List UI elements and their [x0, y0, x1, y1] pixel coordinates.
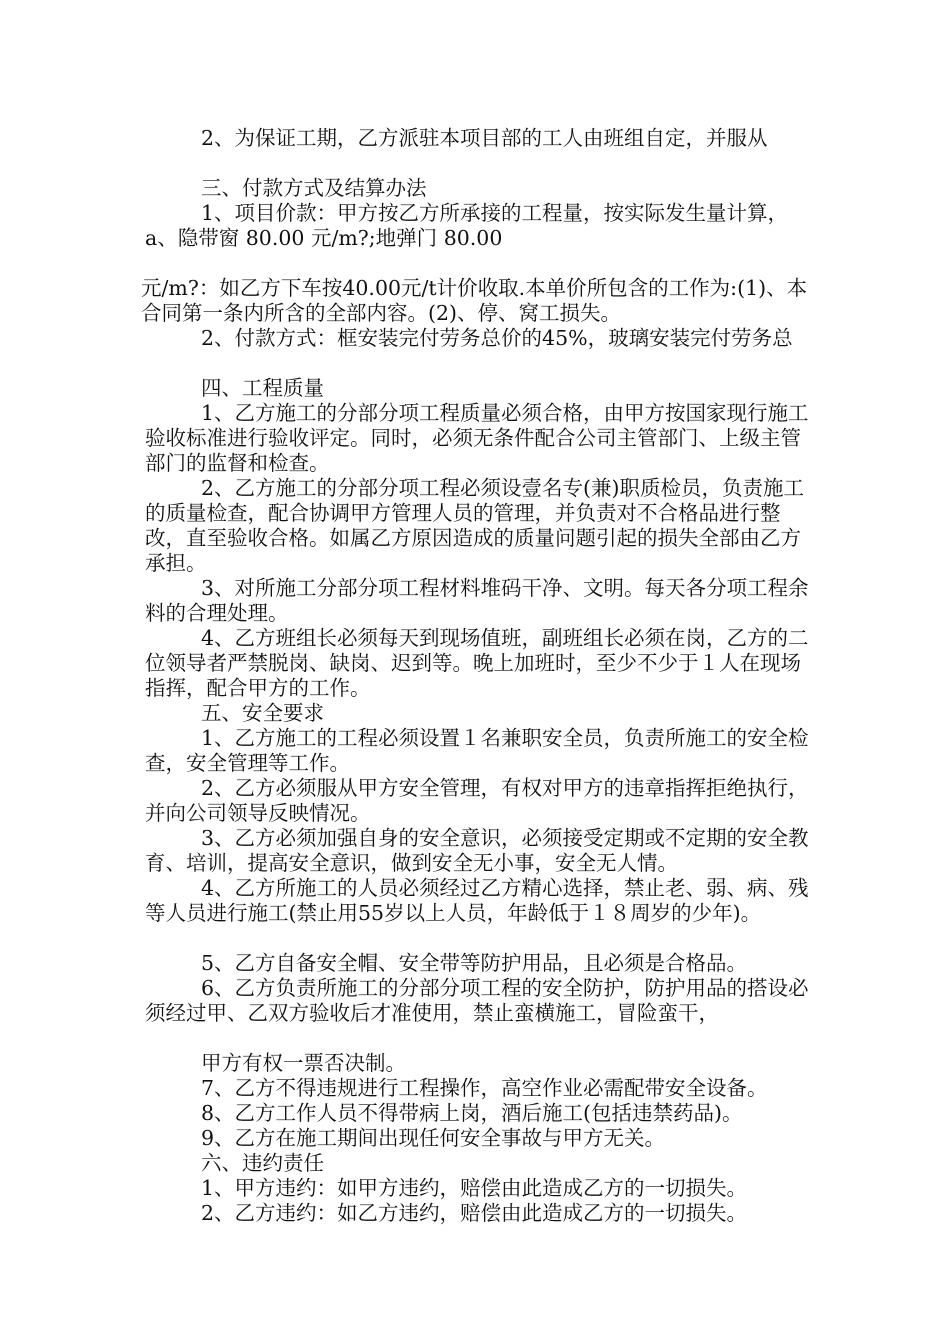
paragraph-payment-method: 2、付款方式：框安装完付劳务总价的45%，玻璃安装完付劳务总	[201, 326, 793, 350]
paragraph-breach-party-b: 2、乙方违约：如乙方违约，赔偿由此造成乙方的一切损失。	[201, 1201, 748, 1225]
paragraph-safety-3: 3、乙方必须加强自身的安全意识，必须接受定期或不定期的安全教育、培训，提高安全意识，做到安全无小事，安全无人情。	[145, 826, 809, 875]
paragraph-veto: 甲方有权一票否决制。	[201, 1051, 406, 1075]
section-heading-breach: 六、违约责任	[201, 1151, 324, 1175]
paragraph-safety-1: 1、乙方施工的工程必须设置１名兼职安全员，负责所施工的安全检查，安全管理等工作。	[145, 726, 809, 775]
paragraph-safety-5: 5、乙方自备安全帽、安全带等防护用品，且必须是合格品。	[201, 951, 748, 975]
paragraph-project-price: 1、项目价款：甲方按乙方所承接的工程量，按实际发生量计算，a、隐带窗 80.00 元/m?;地弹门 80.00	[145, 201, 789, 250]
paragraph-safety-6: 6、乙方负责所施工的分部分项工程的安全防护，防护用品的搭设必须经过甲、乙双方验收后才准使用，禁止蛮横施工，冒险蛮干，	[145, 976, 809, 1025]
paragraph-safety-8: 8、乙方工作人员不得带病上岗，酒后施工(包括违禁药品)。	[201, 1101, 743, 1125]
paragraph-breach-party-a: 1、甲方违约：如甲方违约，赔偿由此造成乙方的一切损失。	[201, 1176, 748, 1200]
paragraph-safety-2: 2、乙方必须服从甲方安全管理，有权对甲方的违章指挥拒绝执行，并向公司领导反映情况。	[145, 776, 809, 825]
section-heading-quality: 四、工程质量	[201, 376, 324, 400]
section-heading-safety: 五、安全要求	[201, 701, 324, 725]
paragraph-quality-1: 1、乙方施工的分部分项工程质量必须合格，由甲方按国家现行施工验收标准进行验收评定。同时，必须无条件配合公司主管部门、上级主管部门的监督和检查。	[145, 401, 809, 475]
section-heading-payment: 三、付款方式及结算办法	[201, 176, 427, 200]
paragraph-safety-7: 7、乙方不得违规进行工程操作，高空作业必需配带安全设备。	[201, 1076, 768, 1100]
paragraph-safety-9: 9、乙方在施工期间出现任何安全事故与甲方无关。	[201, 1126, 666, 1150]
paragraph-quality-3: 3、对所施工分部分项工程材料堆码干净、文明。每天各分项工程余料的合理处理。	[145, 576, 809, 625]
paragraph-unit-price: 元/m?：如乙方下车按40.00元/t计价收取.本单价所包含的工作为:(1)、本合同第一条内所含的全部内容。(2)、停、窝工损失。	[141, 276, 808, 325]
paragraph-workers: 2、为保证工期，乙方派驻本项目部的工人由班组自定，并服从	[201, 126, 768, 150]
paragraph-safety-4: 4、乙方所施工的人员必须经过乙方精心选择，禁止老、弱、病、残等人员进行施工(禁止用55岁以上人员，年龄低于１８周岁的少年)。	[145, 876, 809, 925]
paragraph-quality-4: 4、乙方班组长必须每天到现场值班，副班组长必须在岗，乙方的二位领导者严禁脱岗、缺岗、迟到等。晚上加班时，至少不少于１人在现场指挥，配合甲方的工作。	[145, 626, 809, 700]
paragraph-quality-2: 2、乙方施工的分部分项工程必须设壹名专(兼)职质检员，负责施工的质量检查，配合协调甲方管理人员的管理，并负责对不合格品进行整改，直至验收合格。如属乙方原因造成的质量问题引起的损失全部由乙方承担。	[145, 476, 805, 575]
